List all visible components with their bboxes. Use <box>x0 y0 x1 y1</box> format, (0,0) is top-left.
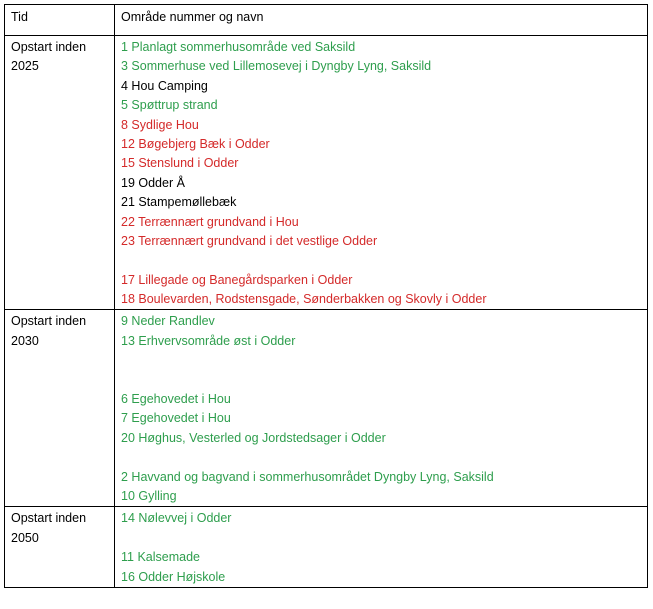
area-schedule-table <box>4 4 648 588</box>
area-item: 3 Sommerhuse ved Lillemosevej i Dyngby Lyng, Saksild <box>121 59 432 74</box>
spacer <box>121 351 641 370</box>
time-header: Tid <box>5 5 115 36</box>
area-item: 1 Planlagt sommerhusområde ved Saksild <box>121 40 356 54</box>
area-item: 17 Lillegade og Banegårdsparken i Odder <box>121 272 353 287</box>
time-cell <box>5 310 115 507</box>
time-cell <box>5 507 115 588</box>
header-row <box>5 5 648 36</box>
area-item: 5 Spøttrup strand <box>121 98 218 113</box>
table-row <box>5 507 648 588</box>
table-row <box>5 36 648 310</box>
area-item: 8 Sydlige Hou <box>121 117 199 132</box>
time-cell <box>5 36 115 310</box>
area-item: 13 Erhvervsområde øst i Odder <box>121 333 296 348</box>
time-label: Opstart inden <box>11 511 87 526</box>
spacer <box>121 371 641 390</box>
time-year: 2050 <box>11 530 39 545</box>
area-item: 14 Nølevvej i Odder <box>121 511 232 526</box>
time-label: Opstart inden <box>11 40 87 54</box>
area-item: 11 Kalsemade <box>121 550 200 565</box>
area-item: 2 Havvand og bagvand i sommerhusområdet Dyngby Lyng, Saksild <box>121 469 494 484</box>
area-item: 6 Egehovedet i Hou <box>121 392 231 407</box>
area-item: 7 Egehovedet i Hou <box>121 411 231 426</box>
area-item: 23 Terrænnært grundvand i det vestlige Odder <box>121 233 378 248</box>
area-item: 22 Terrænnært grundvand i Hou <box>121 214 299 229</box>
area-cell <box>115 36 648 310</box>
area-item: 9 Neder Randlev <box>121 314 215 329</box>
area-item: 21 Stampemøllebæk <box>121 195 237 210</box>
area-cell <box>115 310 648 507</box>
area-item: 12 Bøgebjerg Bæk i Odder <box>121 136 270 151</box>
time-label: Opstart inden <box>11 314 87 329</box>
area-item: 15 Stenslund i Odder <box>121 156 239 171</box>
spacer <box>121 529 641 548</box>
spacer <box>121 251 641 270</box>
table-row <box>5 310 648 507</box>
area-cell <box>115 507 648 588</box>
time-year: 2030 <box>11 333 39 348</box>
area-item: 4 Hou Camping <box>121 78 208 93</box>
spacer <box>121 448 641 467</box>
time-year: 2025 <box>11 59 39 74</box>
area-item: 16 Odder Højskole <box>121 569 226 584</box>
area-item: 18 Boulevarden, Rodstensgade, Sønderbakken og Skovly i Odder <box>121 292 487 307</box>
area-item: 20 Høghus, Vesterled og Jordstedsager i Odder <box>121 430 386 445</box>
area-item: 19 Odder Å <box>121 175 185 190</box>
area-header: Område nummer og navn <box>115 5 648 36</box>
area-item: 10 Gylling <box>121 488 177 503</box>
